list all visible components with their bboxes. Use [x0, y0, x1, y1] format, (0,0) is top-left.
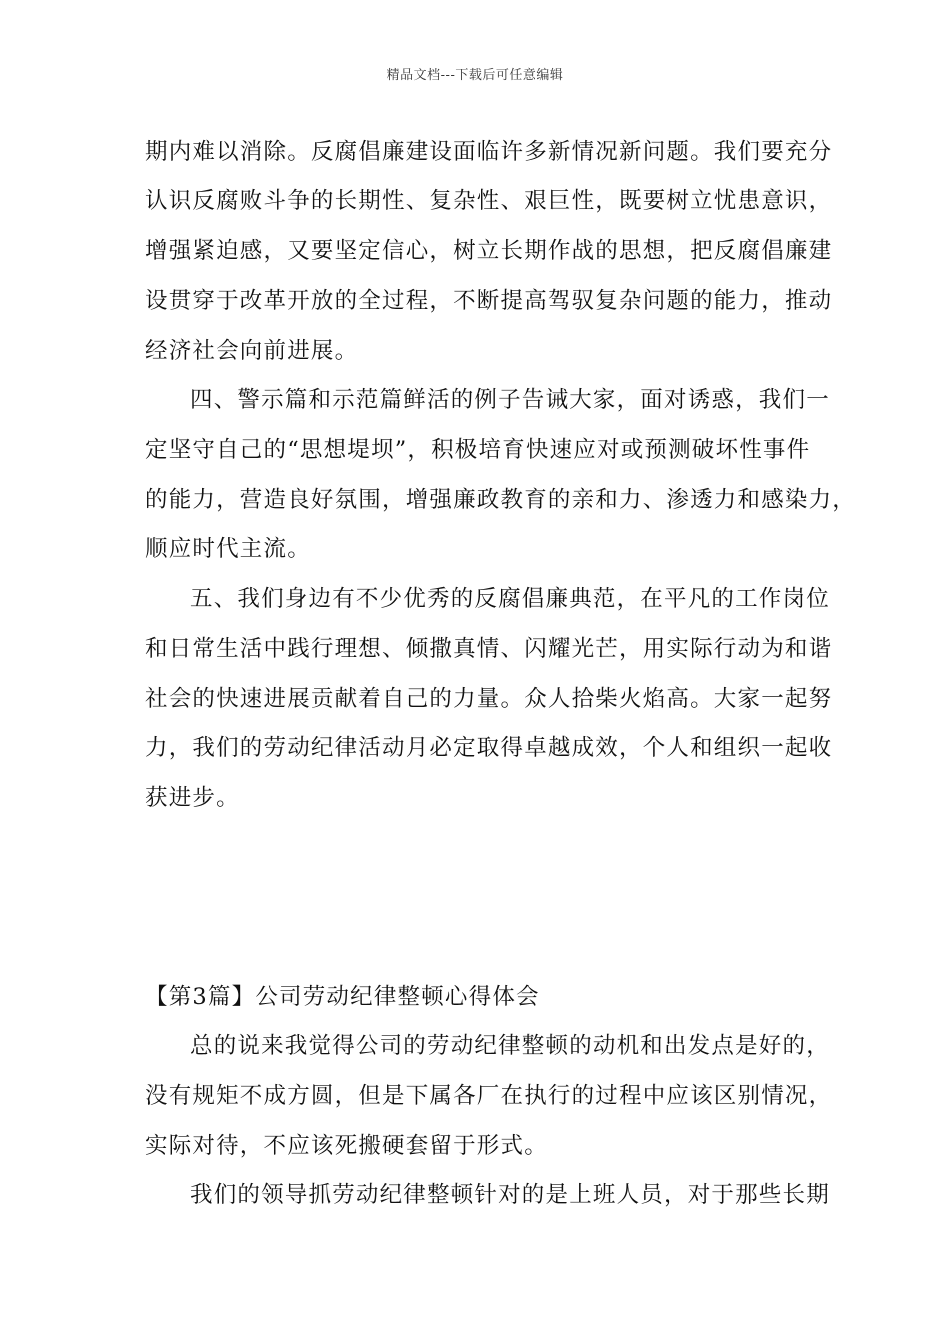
- body-line: 定坚守自己的“思想堤坝”，积极培育快速应对或预测破坏性事件: [145, 437, 811, 463]
- body-line: 经济社会向前进展。: [145, 338, 359, 364]
- body-line: 我们的领导抓劳动纪律整顿针对的是上班人员，对于那些长期: [190, 1182, 830, 1208]
- body-line: 获进步。: [145, 785, 240, 811]
- body-line: 顺应时代主流。: [145, 536, 311, 562]
- body-line: 实际对待，不应该死搬硬套留于形式。: [145, 1133, 548, 1159]
- body-line: 认识反腐败斗争的长期性、复杂性、艰巨性，既要树立忧患意识，: [145, 188, 833, 214]
- body-line: 期内难以消除。反腐倡廉建设面临许多新情况新问题。我们要充分: [145, 139, 833, 165]
- body-line: 设贯穿于改革开放的全过程，不断提高驾驭复杂问题的能力，推动: [145, 288, 833, 314]
- body-line: 的能力，营造良好氛围，增强廉政教育的亲和力、渗透力和感染力，: [145, 487, 857, 513]
- body-line: 没有规矩不成方圆，但是下属各厂在执行的过程中应该区别情况，: [145, 1083, 833, 1109]
- section-title: 【第3篇】公司劳动纪律整顿心得体会: [145, 984, 540, 1010]
- page-header: 精品文档---下载后可任意编辑: [386, 68, 564, 83]
- body-line: 总的说来我觉得公司的劳动纪律整顿的动机和出发点是好的，: [190, 1033, 830, 1059]
- body-line: 和日常生活中践行理想、倾撒真情、闪耀光芒，用实际行动为和谐: [145, 636, 833, 662]
- body-line: 增强紧迫感，又要坚定信心，树立长期作战的思想，把反腐倡廉建: [145, 238, 833, 264]
- body-line: 五、我们身边有不少优秀的反腐倡廉典范，在平凡的工作岗位: [190, 586, 830, 612]
- body-line: 社会的快速进展贡献着自己的力量。众人拾柴火焰高。大家一起努: [145, 686, 833, 712]
- body-line: 四、警示篇和示范篇鲜活的例子告诫大家，面对诱惑，我们一: [190, 387, 830, 413]
- body-line: 力，我们的劳动纪律活动月必定取得卓越成效，个人和组织一起收: [145, 735, 833, 761]
